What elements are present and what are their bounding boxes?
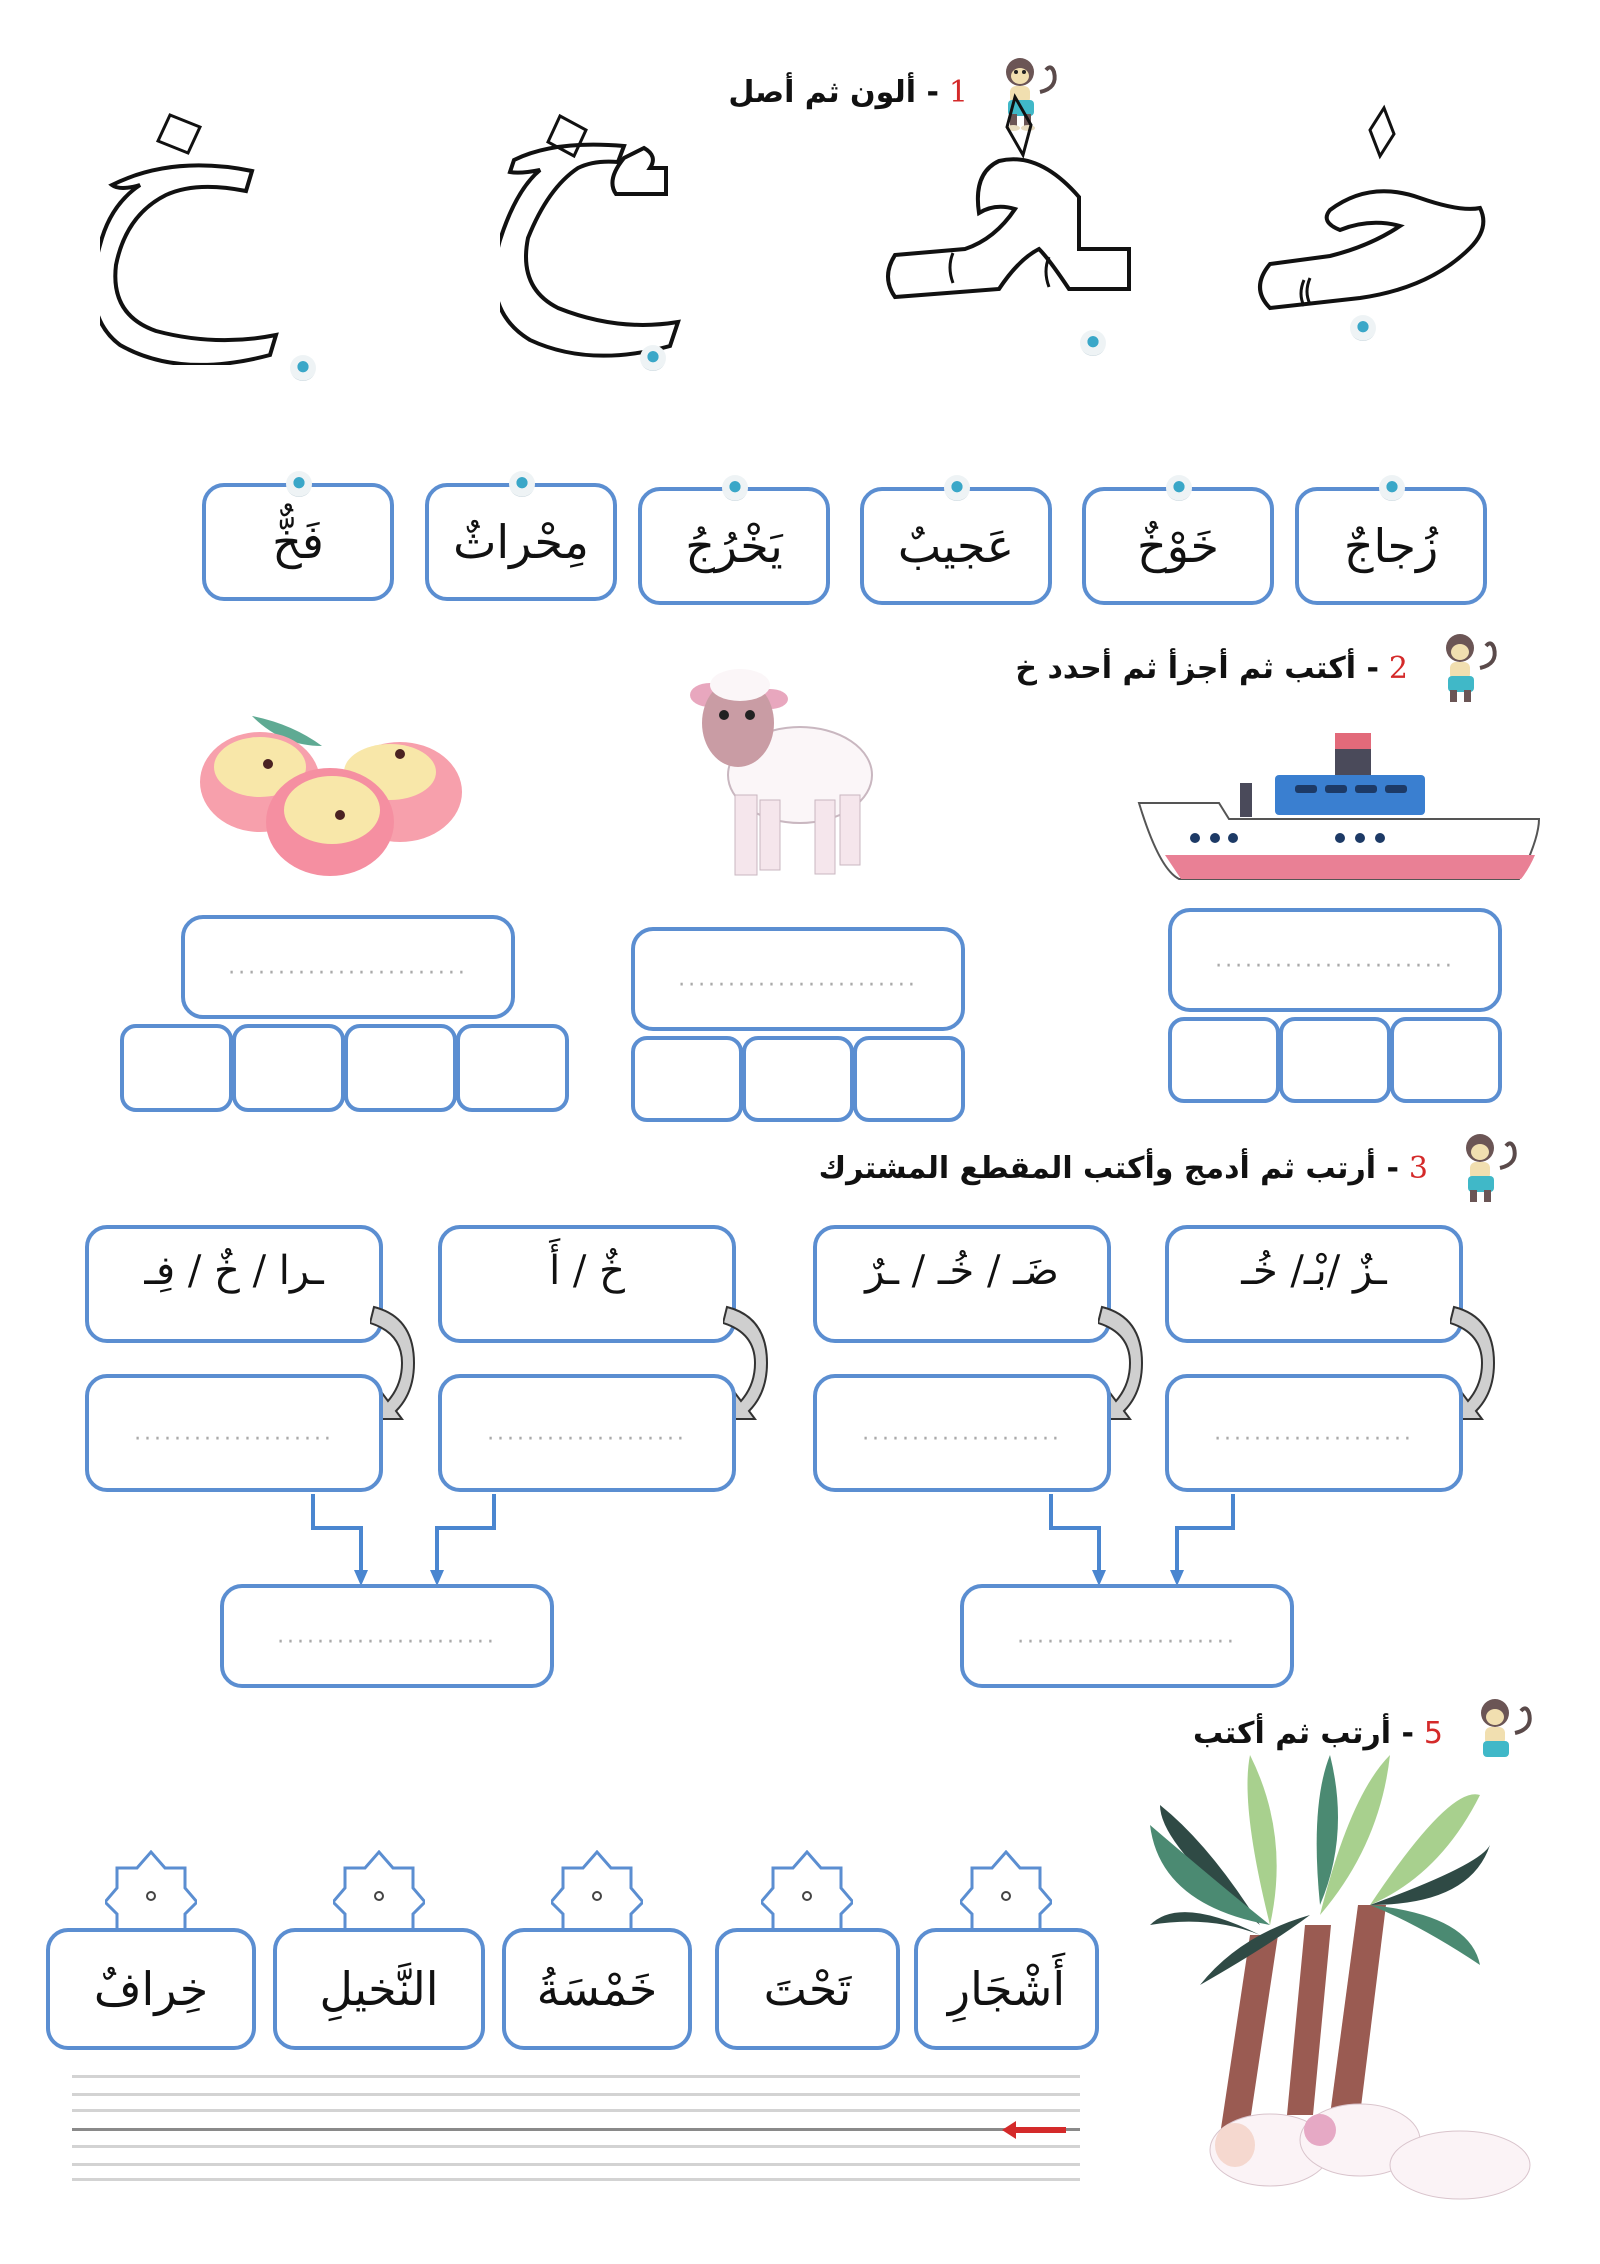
arranged-word-box-4[interactable] (85, 1374, 383, 1492)
word-card-with-star-5[interactable] (46, 1850, 256, 2050)
word-card-1[interactable] (1295, 487, 1487, 605)
guide-line (72, 2109, 1080, 2112)
section-number: 3 (1408, 1150, 1428, 1186)
section-number: 1 (948, 74, 968, 110)
answer-placeholder: .................... (862, 1420, 1062, 1446)
match-point-marker (1166, 475, 1192, 501)
answer-placeholder: ........................ (1215, 947, 1455, 973)
star-badge-icon (761, 1850, 853, 1940)
word-text: خِرافٌ (93, 1962, 209, 2016)
common-syllable-box-left[interactable] (220, 1584, 554, 1688)
answer-placeholder: .................... (487, 1420, 687, 1446)
section-number: 2 (1388, 650, 1408, 686)
palm-trees-with-sheep-picture (1140, 1745, 1550, 2215)
section-title: - أكتب ثم أجزأ ثم أحدد خ (1015, 650, 1379, 686)
word-card (46, 1928, 256, 2050)
syllable-box[interactable] (1168, 1017, 1280, 1103)
monkey-icon (1430, 628, 1500, 708)
start-point-marker (1350, 315, 1376, 341)
match-point-marker (722, 475, 748, 501)
word-text: فَخٌّ (272, 515, 324, 569)
syllable-box[interactable] (120, 1024, 233, 1112)
word-card-3[interactable] (860, 487, 1052, 605)
guide-line (72, 2145, 1080, 2148)
word-text: مِحْراثٌ (453, 515, 589, 569)
guide-line (72, 2075, 1080, 2078)
word-text: عَجيبٌ (897, 519, 1015, 573)
start-point-marker (1080, 330, 1106, 356)
word-text: خَمْسَةُ (536, 1962, 658, 2016)
answer-placeholder: .................... (134, 1420, 334, 1446)
word-text: النَّخيلِ (319, 1962, 439, 2016)
scrambled-text: ـرا / خٌ / فِـ (144, 1247, 324, 1294)
letter-khaa-isolated-outline (100, 105, 360, 365)
word-card-5[interactable] (425, 483, 617, 601)
scrambled-syllables-2 (813, 1225, 1111, 1343)
answer-placeholder: ...................... (1017, 1623, 1237, 1649)
match-point-marker (1379, 475, 1405, 501)
word-card-6[interactable] (202, 483, 394, 601)
answer-placeholder: ........................ (678, 966, 918, 992)
section-title: - أرتب ثم أكتب (1193, 1715, 1414, 1751)
scrambled-text: ـزٌ /بْـ/ خُـ (1241, 1247, 1387, 1294)
arranged-word-box-1[interactable] (1165, 1374, 1463, 1492)
section-2-heading (1015, 628, 1500, 708)
guide-line (72, 2093, 1080, 2096)
baseline (72, 2128, 1080, 2131)
match-point-marker (286, 471, 312, 497)
section-title: - أرتب ثم أدمج وأكتب المقطع المشترك (818, 1150, 1399, 1186)
arranged-word-box-3[interactable] (438, 1374, 736, 1492)
start-point-marker (640, 345, 666, 371)
scrambled-syllables-1 (1165, 1225, 1463, 1343)
arranged-word-box-2[interactable] (813, 1374, 1111, 1492)
start-point-marker (290, 355, 316, 381)
section-title: - ألون ثم أصل (728, 74, 939, 110)
word-card (273, 1928, 485, 2050)
section-3-heading (819, 1128, 1520, 1208)
word-card (715, 1928, 900, 2050)
word-answer-box-lamb[interactable] (631, 927, 965, 1031)
word-card-2[interactable] (1082, 487, 1274, 605)
word-card-with-star-1[interactable] (914, 1850, 1099, 2050)
word-text: أَشْجَارِ (947, 1962, 1066, 2016)
word-card-4[interactable] (638, 487, 830, 605)
syllable-box[interactable] (1390, 1017, 1502, 1103)
writing-direction-arrow-icon (1000, 2120, 1070, 2140)
common-syllable-box-right[interactable] (960, 1584, 1294, 1688)
section-number: 5 (1423, 1715, 1443, 1751)
word-card-with-star-4[interactable] (273, 1850, 485, 2050)
letter-khaa-medial-outline (885, 85, 1145, 345)
match-point-marker (944, 475, 970, 501)
ship-picture (1135, 725, 1555, 890)
word-card (914, 1928, 1099, 2050)
syllable-box[interactable] (742, 1036, 854, 1122)
letter-khaa-final-outline (500, 100, 760, 360)
word-text: زُجاجٌ (1343, 519, 1439, 573)
syllable-box[interactable] (456, 1024, 569, 1112)
scrambled-syllables-4 (85, 1225, 383, 1343)
syllable-box[interactable] (1279, 1017, 1391, 1103)
monkey-icon (1450, 1128, 1520, 1208)
guide-line (72, 2163, 1080, 2166)
scrambled-text: خٌ / أَ (549, 1247, 625, 1294)
guide-line (72, 2178, 1080, 2181)
answer-placeholder: ........................ (228, 954, 468, 980)
word-answer-box-ship[interactable] (1168, 908, 1502, 1012)
star-badge-icon (551, 1850, 643, 1940)
word-card (502, 1928, 692, 2050)
word-text: يَخْرُجُ (685, 519, 783, 573)
peaches-picture (190, 712, 470, 882)
word-card-with-star-2[interactable] (715, 1850, 900, 2050)
letter-khaa-initial-outline (1250, 90, 1510, 350)
scrambled-syllables-3 (438, 1225, 736, 1343)
syllable-box[interactable] (853, 1036, 965, 1122)
match-point-marker (509, 471, 535, 497)
scrambled-text: ضَـ / خُـ / ـرٌ (865, 1247, 1059, 1294)
answer-placeholder: ...................... (277, 1623, 497, 1649)
star-badge-icon (960, 1850, 1052, 1940)
word-text: خَوْخٌ (1137, 519, 1219, 573)
merge-connector-arrows (0, 1490, 1600, 1590)
lamb-picture (650, 665, 880, 895)
star-badge-icon (105, 1850, 197, 1940)
syllable-box[interactable] (344, 1024, 457, 1112)
syllable-box[interactable] (631, 1036, 743, 1122)
word-answer-box-peaches[interactable] (181, 915, 515, 1019)
syllable-box[interactable] (232, 1024, 345, 1112)
word-text: تَحْتَ (763, 1962, 852, 2016)
star-badge-icon (333, 1850, 425, 1940)
word-card-with-star-3[interactable] (502, 1850, 692, 2050)
answer-placeholder: .................... (1214, 1420, 1414, 1446)
